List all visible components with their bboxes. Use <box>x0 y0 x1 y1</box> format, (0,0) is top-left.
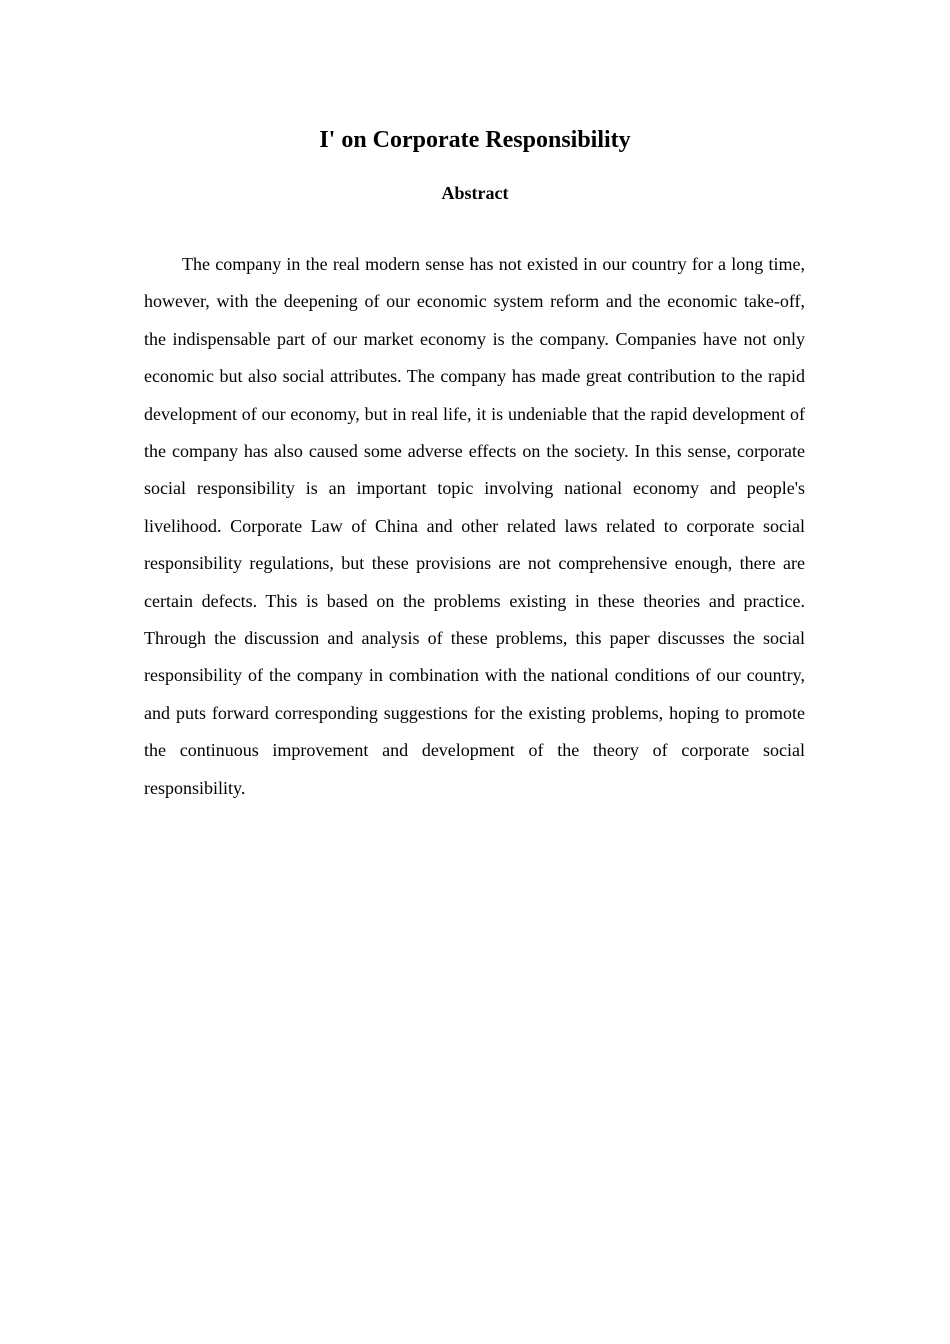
abstract-paragraph: The company in the real modern sense has not existed in our country for a long time, however, with the deepening of our economic system reform and the economic take-off, the indispensable part of our market economy is the company. Companies have not only economic but also social attributes. The company has made great contribution to the rapid development of our economy, but in real life, it is undeniable that the rapid development of the company has also caused some adverse effects on the society. In this sense, corporate social responsibility is an important topic involving national economy and people's livelihood. Corporate Law of China and other related laws related to corporate social responsibility regulations, but these provisions are not comprehensive enough, there are certain defects. This is based on the problems existing in these theories and practice. Through the discussion and analysis of these problems, this paper discusses the social responsibility of the company in combination with the national conditions of our country, and puts forward corresponding suggestions for the existing problems, hoping to promote the continuous improvement and development of the theory of corporate social responsibility. <box>144 254 805 798</box>
abstract-heading: Abstract <box>441 183 509 203</box>
document-title: I' on Corporate Responsibility <box>319 127 631 153</box>
